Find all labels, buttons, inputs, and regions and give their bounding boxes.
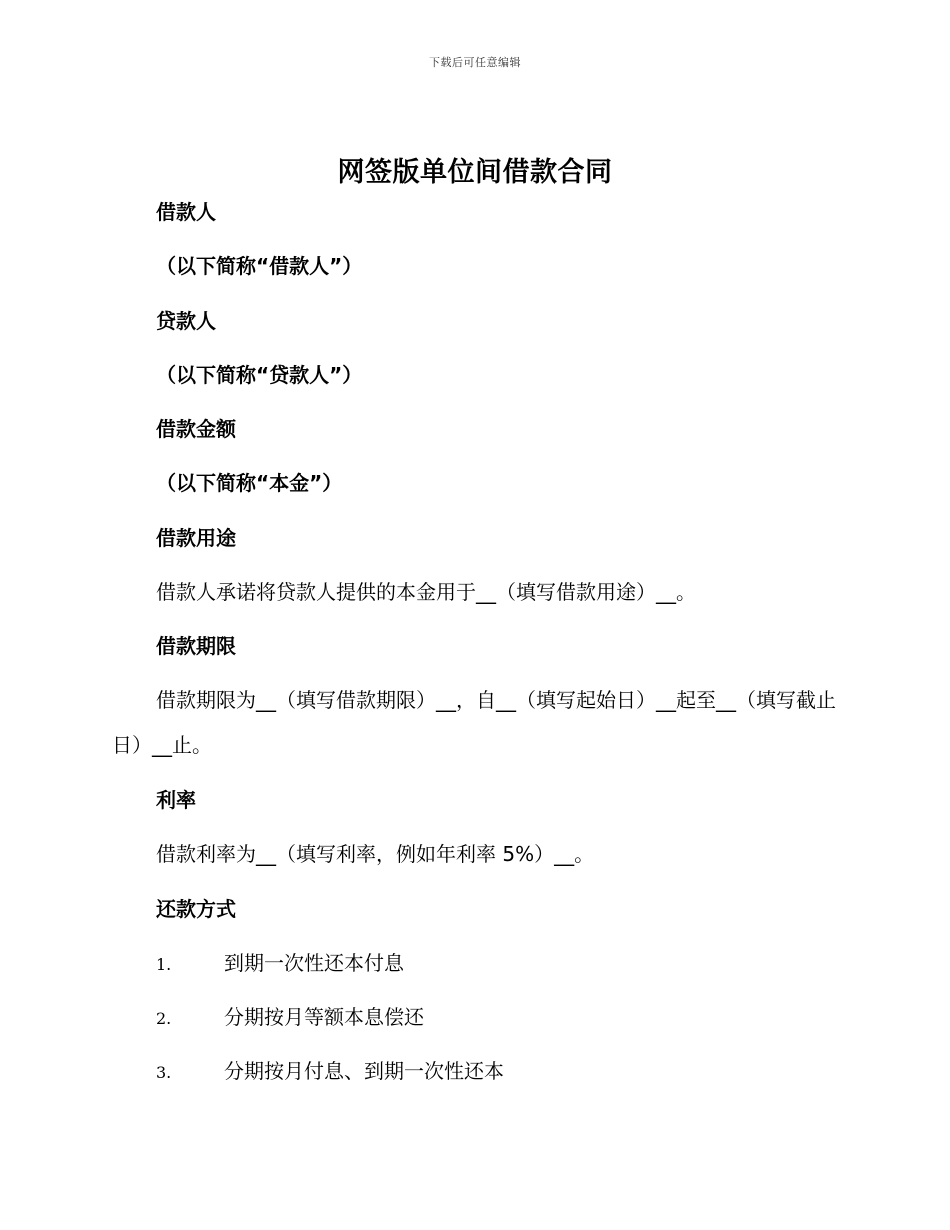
term-text: 借款期限为__（填写借款期限）__，自__（填写起始日）__起至__（填写截止日）__止。 <box>112 688 836 757</box>
lender-alias: （以下简称“贷款人”） <box>156 363 363 387</box>
rate-heading: 利率 <box>156 788 196 812</box>
list-item-text: 分期按月付息、到期一次性还本 <box>224 1059 504 1083</box>
list-item-number: 3. <box>156 1063 172 1082</box>
purpose-text: 借款人承诺将贷款人提供的本金用于__（填写借款用途）__。 <box>156 580 696 604</box>
list-item <box>156 949 404 979</box>
document-title: 网签版单位间借款合同 <box>337 157 613 188</box>
purpose-heading: 借款用途 <box>156 526 236 550</box>
list-item-text: 到期一次性还本付息 <box>224 951 404 975</box>
amount-heading: 借款金额 <box>156 417 236 441</box>
amount-alias: （以下简称“本金”） <box>156 471 343 495</box>
term-heading: 借款期限 <box>156 634 236 658</box>
rate-text: 借款利率为__（填写利率，例如年利率 5%）__。 <box>156 842 595 866</box>
borrower-heading: 借款人 <box>156 200 216 224</box>
list-item <box>156 1057 504 1087</box>
repayment-heading: 还款方式 <box>156 897 236 921</box>
list-item-number: 2. <box>156 1009 172 1028</box>
borrower-alias: （以下简称“借款人”） <box>156 254 363 278</box>
list-item <box>156 1003 424 1033</box>
list-item-text: 分期按月等额本息偿还 <box>224 1005 424 1029</box>
list-item-number: 1. <box>156 955 172 974</box>
header-note: 下载后可任意编辑 <box>429 56 521 69</box>
lender-heading: 贷款人 <box>156 309 216 333</box>
